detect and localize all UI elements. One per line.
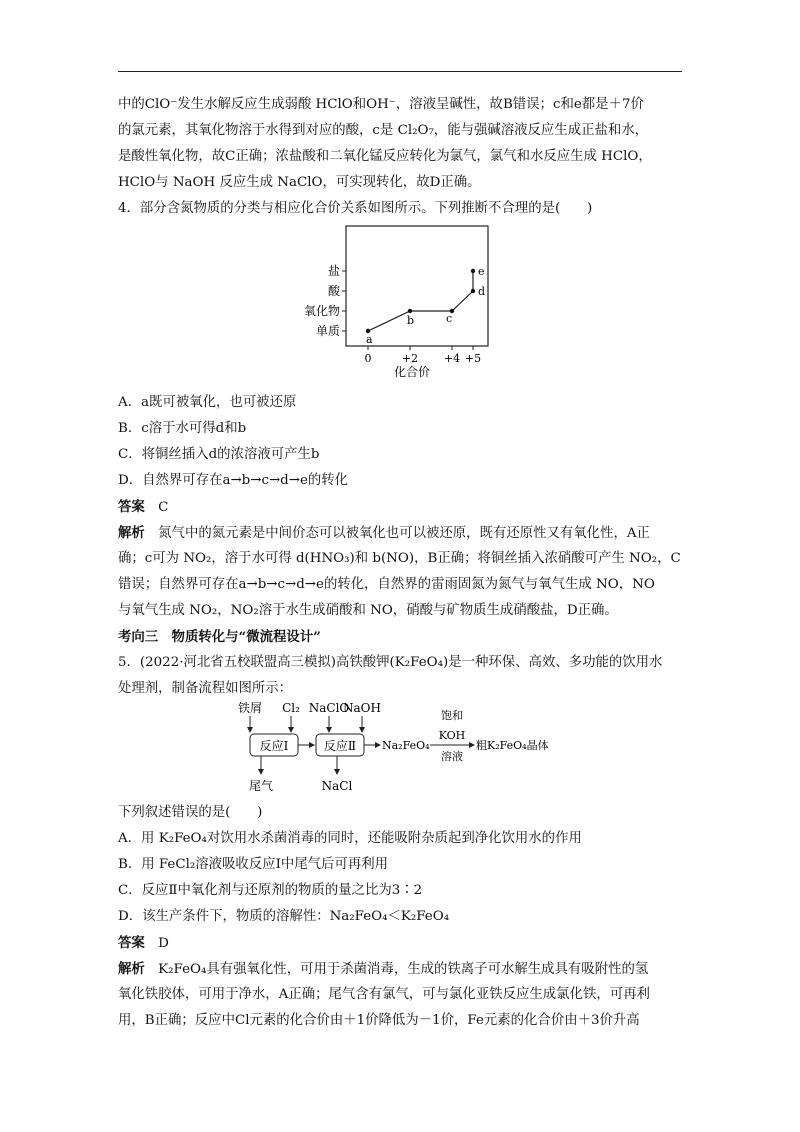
- analysis-text: 氮气中的氮元素是中间价态可以被氧化也可以被还原，既有还原性又有氧化性，A正: [158, 526, 650, 541]
- plot-frame: [346, 226, 488, 346]
- question-5-stem: 5．(2022·河北省五校联盟高三模拟)高铁酸钾(K₂FeO₄)是一种环保、高效、多功能的饮用水: [118, 655, 663, 670]
- analysis-line: [118, 956, 684, 982]
- text-line: 的氯元素，其氧化物溶于水得到对应的酸，c是 Cl₂O₇，能与强碱溶液反应生成正盐和水，: [118, 123, 649, 138]
- x-tick-label: +4: [443, 352, 461, 365]
- option-c: C．将铜丝插入d的浓溶液可产生b: [118, 447, 320, 462]
- flow-reagent: 溶液: [441, 750, 463, 763]
- answer-label: 答案: [118, 499, 145, 515]
- flow-final-product: 粗K₂FeO₄晶体: [476, 739, 549, 752]
- y-tick-label: 单质: [315, 324, 340, 338]
- answer-value: D: [158, 936, 169, 951]
- analysis-line: 用，B正确；反应中Cl元素的化合价由＋1价降低为－1价，Fe元素的化合价由＋3价升高: [118, 1013, 640, 1028]
- question-4-stem: 4．部分含氮物质的分类与相应化合价关系如图所示。下列推断不合理的是( ): [118, 201, 593, 216]
- y-tick-label: 酸: [327, 284, 340, 298]
- option-d: D．自然界可存在a→b→c→d→e的转化: [118, 473, 349, 488]
- flow-input-naclo: NaClO: [308, 702, 350, 715]
- y-tick-label: 盐: [327, 264, 340, 278]
- analysis-line: [118, 520, 684, 546]
- point-label: e: [478, 265, 485, 278]
- x-tick-label: +2: [401, 352, 419, 365]
- option-c: C．反应Ⅱ中氧化剂与还原剂的物质的量之比为3∶2: [118, 883, 423, 898]
- option-a: A．用 K₂FeO₄对饮用水杀菌消毒的同时，还能吸附杂质起到净化饮用水的作用: [118, 831, 582, 846]
- flow-input-cl2: Cl₂: [282, 702, 300, 715]
- x-tick-label: +5: [464, 352, 482, 365]
- point-label: b: [407, 314, 415, 327]
- flow-reagent: KOH: [438, 729, 466, 742]
- x-tick-label: 0: [364, 352, 372, 365]
- option-d: D．该生产条件下，物质的溶解性：Na₂FeO₄＜K₂FeO₄: [118, 909, 450, 924]
- flow-box-label: 反应Ⅰ: [259, 739, 289, 753]
- option-a: A．a既可被氧化，也可被还原: [118, 395, 297, 410]
- series-line: [368, 271, 473, 331]
- flow-input-iron: 铁屑: [237, 702, 263, 715]
- analysis-line: 与氧气生成 NO₂，NO₂溶于水生成硝酸和 NO，硝酸与矿物质生成硝酸盐，D正确。: [118, 603, 618, 618]
- answer-line: [118, 930, 684, 956]
- section-title: 考向三 物质转化与“微流程设计”: [118, 629, 321, 645]
- point-label: d: [478, 285, 486, 298]
- text-line: 是酸性氧化物，故C正确；浓盐酸和二氧化锰反应转化为氯气，氯气和水反应生成 HClO，: [118, 149, 652, 164]
- analysis-line: 氧化铁胶体，可用于净水，A正确；尾气含有氯气，可与氯化亚铁反应生成氯化铁，可再利: [118, 987, 650, 1002]
- answer-label: 答案: [118, 935, 145, 951]
- data-point: [471, 269, 475, 273]
- flow-output-tailgas: 尾气: [248, 779, 274, 793]
- analysis-label: 解析: [118, 525, 145, 541]
- option-b: B．用 FeCl₂溶液吸收反应Ⅰ中尾气后可再利用: [118, 857, 389, 872]
- point-label: c: [446, 312, 453, 325]
- option-b: B．c溶于水可得d和b: [118, 421, 247, 436]
- answer-value: C: [158, 500, 169, 515]
- point-label: a: [366, 333, 373, 346]
- flow-box-label: 反应Ⅱ: [323, 739, 357, 753]
- data-point: [408, 309, 412, 313]
- process-flow-diagram: [118, 702, 684, 798]
- answer-line: [118, 494, 684, 520]
- x-axis-label: 化合价: [393, 365, 431, 379]
- flow-input-naoh: NaOH: [343, 702, 381, 715]
- page-content: [118, 92, 684, 1034]
- flow-output-nacl: NaCl: [321, 779, 353, 793]
- analysis-line: 确；c可为 NO₂，溶于水可得 d(HNO₃)和 b(NO)，B正确；将铜丝插入浓硝酸可产生 NO₂，C: [118, 551, 681, 566]
- question-5-question: 下列叙述错误的是( ): [118, 805, 263, 820]
- analysis-text: K₂FeO₄具有强氧化性，可用于杀菌消毒，生成的铁离子可水解生成具有吸附性的氢: [158, 962, 649, 977]
- text-line: HClO与 NaOH 反应生成 NaClO，可实现转化，故D正确。: [118, 175, 481, 190]
- data-point: [471, 289, 475, 293]
- text-line: 中的ClO⁻发生水解反应生成弱酸 HClO和OH⁻，溶液呈碱性，故B错误；c和e都是＋7价: [118, 97, 644, 112]
- header-rule: [118, 71, 682, 72]
- flow-product: Na₂FeO₄: [382, 739, 430, 752]
- analysis-label: 解析: [118, 961, 145, 977]
- question-5-stem: 处理剂，制备流程如图所示：: [118, 681, 293, 696]
- chart-svg: [118, 224, 684, 384]
- nitrogen-valence-chart: [118, 224, 684, 384]
- flow-reagent: 饱和: [441, 709, 463, 722]
- y-tick-label: 氧化物: [303, 304, 340, 318]
- analysis-line: 错误；自然界可存在a→b→c→d→e的转化，自然界的雷雨固氮为氮气与氧气生成 NO，NO: [118, 577, 655, 592]
- flow-svg: [118, 702, 684, 798]
